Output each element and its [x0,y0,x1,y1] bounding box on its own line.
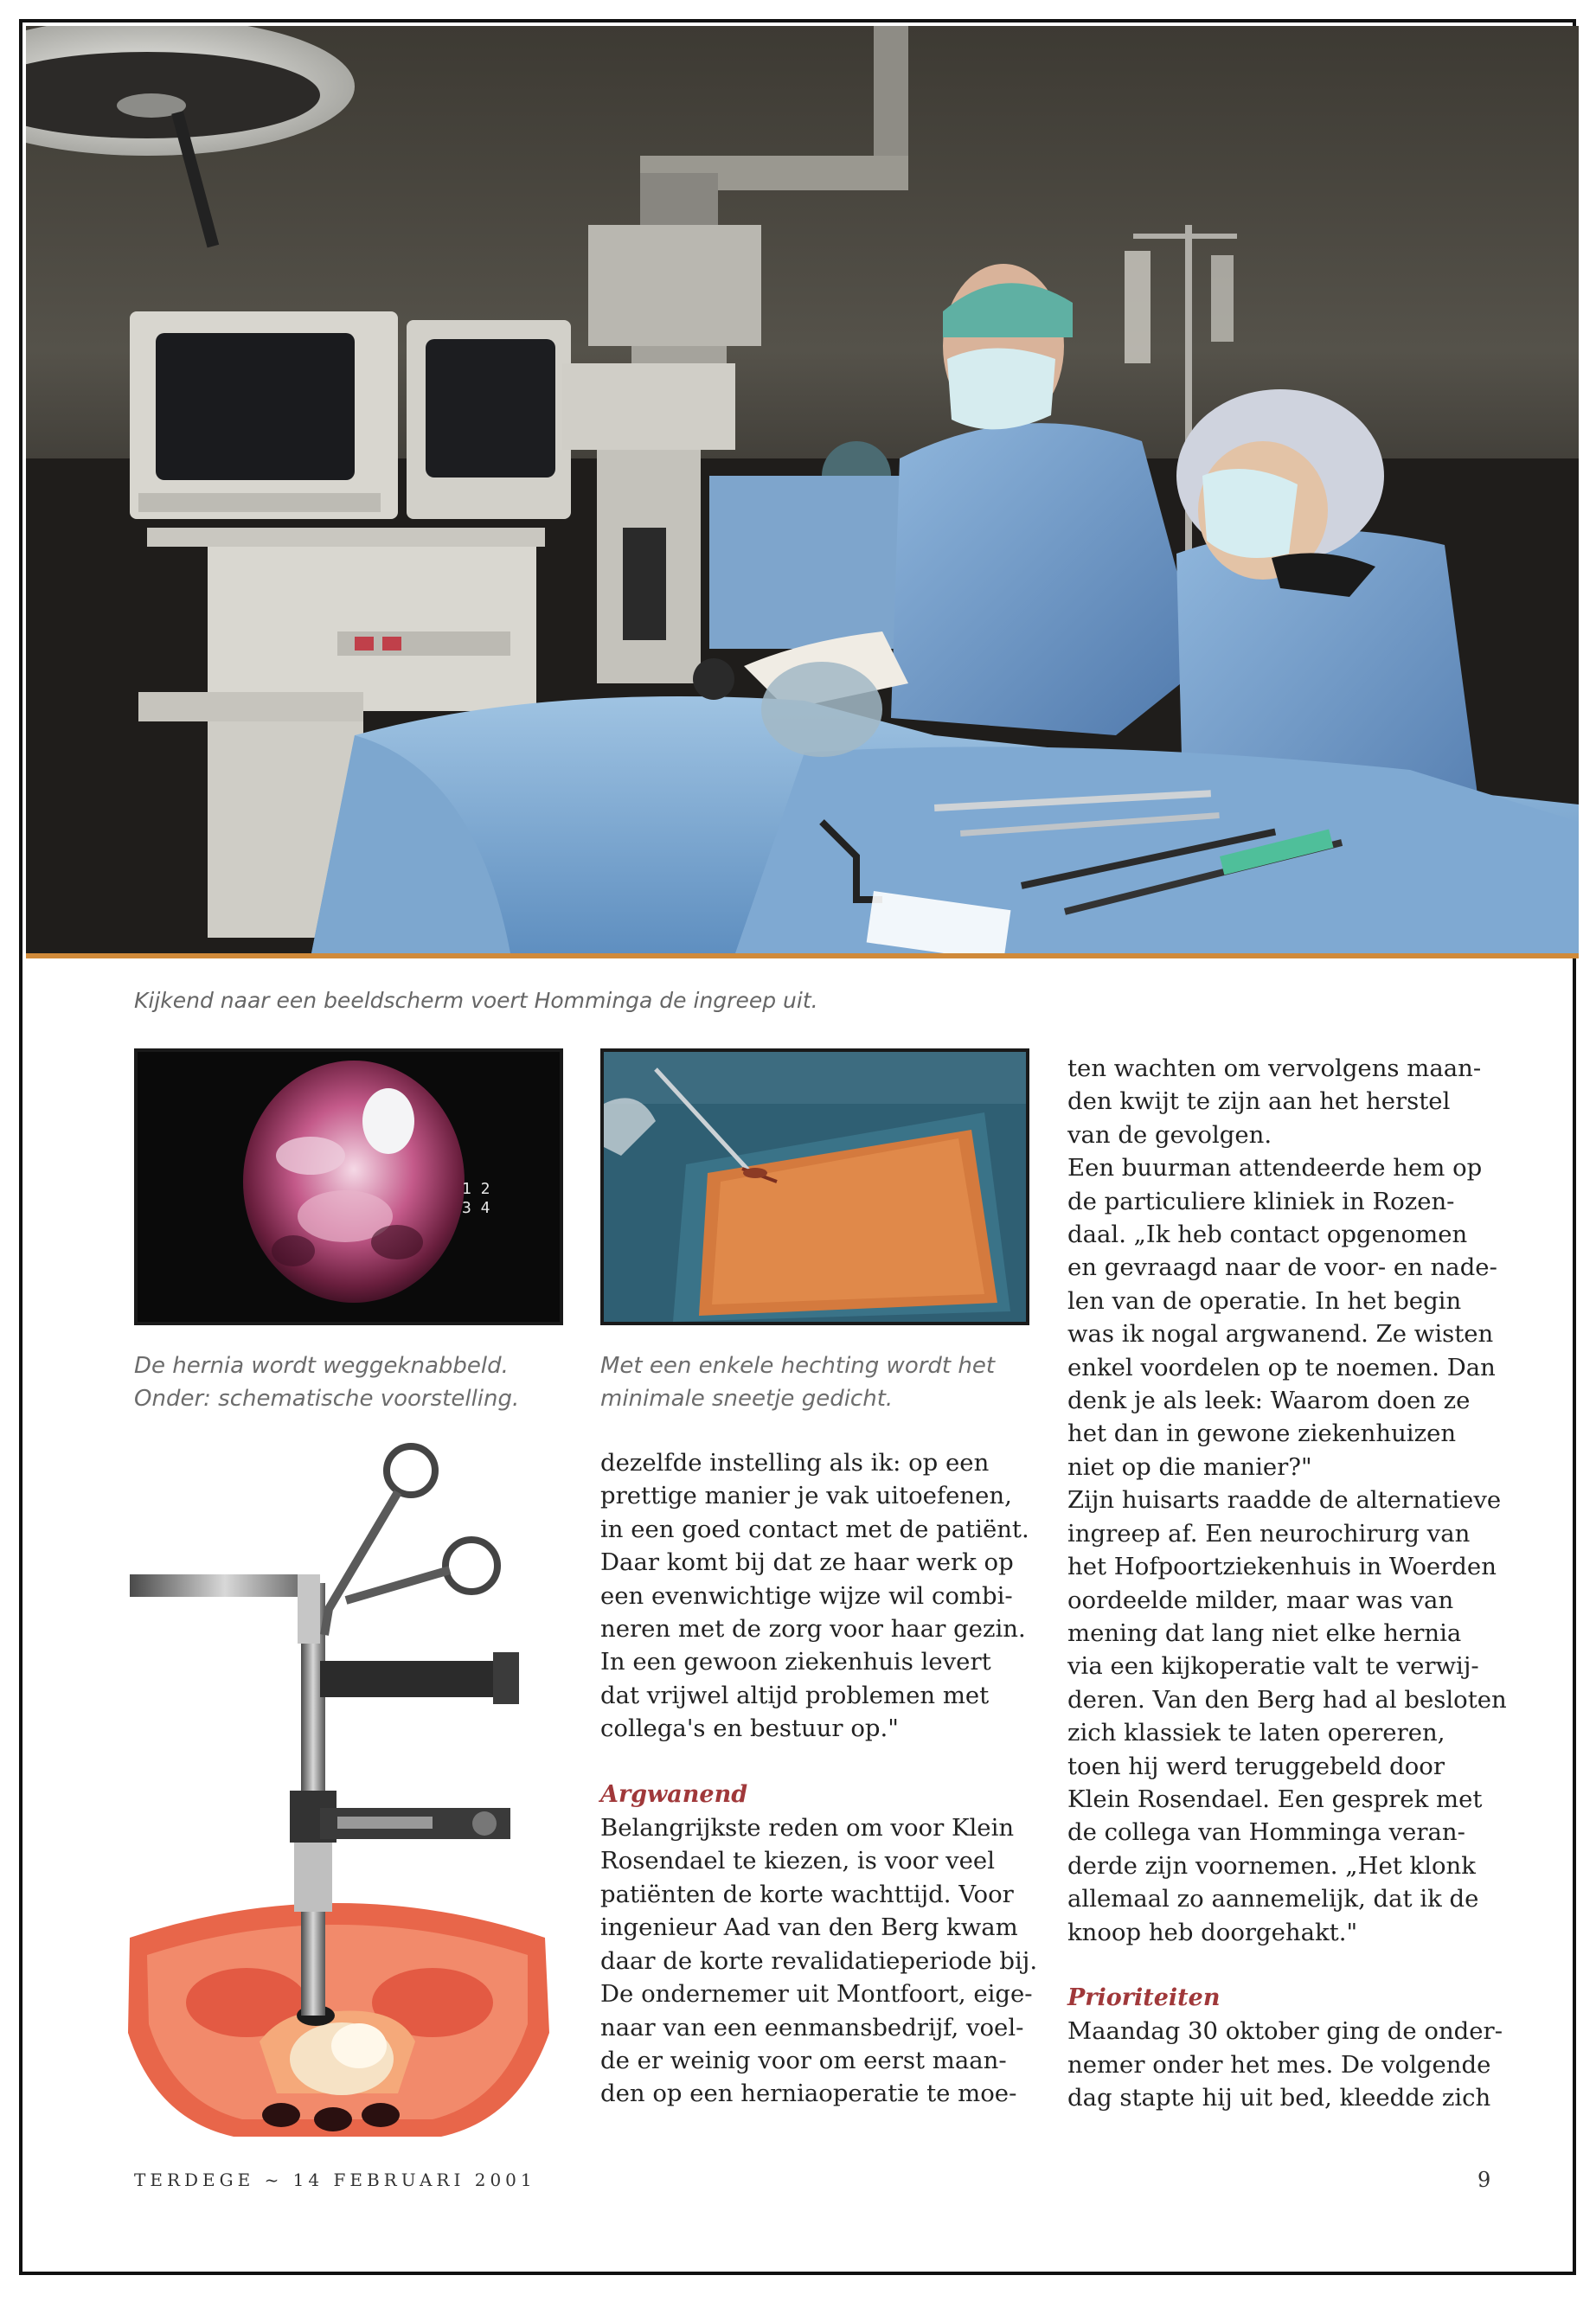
text-line: van de gevolgen. [1067,1120,1272,1149]
text-line: dat vrijwel altijd problemen met [600,1681,990,1709]
overlay-line: 1 2 [462,1180,490,1198]
overlay-line: 3 4 [462,1199,490,1217]
endoscopic-view-image [134,1048,563,1325]
text-line: het dan in gewone ziekenhuizen [1067,1420,1457,1448]
text-line: denk je als leek: Waarom doen ze [1067,1387,1471,1415]
text-line: deren. Van den Berg had al besloten [1067,1685,1507,1714]
text-line: den kwijt te zijn aan het herstel [1067,1087,1451,1116]
section-heading-argwanend: Argwanend [600,1780,748,1808]
text-line: ingreep af. Een neurochirurg van [1067,1519,1471,1548]
text-line: mening dat lang niet elke hernia [1067,1618,1462,1647]
text-line: Belangrijkste reden om voor Klein [600,1814,1015,1843]
text-line: dag stapte hij uit bed, kleedde zich [1067,2084,1491,2112]
endoscopic-caption [134,1349,519,1415]
text-line: zich klassiek te laten opereren, [1067,1719,1445,1747]
text-line: neren met de zorg voor haar gezin. [600,1615,1026,1644]
text-line: daar de korte revalidatieperiode bij. [600,1946,1038,1975]
caption-line: De hernia wordt weggeknabbeld. [134,1353,509,1379]
text-line: Zijn huisarts raadde de alternatieve [1067,1486,1502,1515]
photo-caption: Kijkend naar een beeldscherm voert Homminga de ingreep uit. [134,988,818,1013]
text-line: len van de operatie. In het begin [1067,1286,1462,1315]
text-line: was ik nogal argwanend. Ze wisten [1067,1320,1494,1349]
text-line: prettige manier je vak uitoefenen, [600,1482,1012,1510]
text-line: oordeelde milder, maar was van [1067,1586,1454,1614]
text-line: en gevraagd naar de voor- en nade- [1067,1253,1497,1282]
text-line: Een buurman attendeerde hem op [1067,1154,1483,1183]
text-line: daal. „Ik heb contact opgenomen [1067,1221,1468,1249]
text-line: de er weinig voor om eerst maan- [600,2046,1007,2074]
text-line: allemaal zo aannemelijk, dat ik de [1067,1885,1479,1913]
publication-footer: TERDEGE ~ 14 FEBRUARI 2001 [134,2170,536,2190]
incision-caption [600,1349,995,1415]
text-line: knoop heb doorgehakt." [1067,1918,1358,1946]
incision-closeup-image [600,1048,1029,1325]
caption-line: Onder: schematische voorstelling. [134,1386,520,1412]
article-column-3 [1067,1052,1517,2115]
text-line: patiënten de korte wachttijd. Voor [600,1880,1014,1908]
text-line: enkel voordelen op te noemen. Dan [1067,1353,1496,1381]
text-line: naar van een eenmansbedrijf, voel- [600,2013,1024,2041]
text-line: ten wachten om vervolgens maan- [1067,1054,1482,1082]
page-number: 9 [1477,2168,1491,2192]
section-heading-prioriteiten: Prioriteiten [1067,1984,1221,2011]
text-line: dezelfde instelling als ik: op een [600,1449,990,1477]
text-line: een evenwichtige wijze wil combi- [600,1581,1013,1610]
text-line: den op een herniaoperatie te moe- [600,2080,1017,2108]
operating-room-photo [26,26,1579,958]
text-line: Rosendael te kiezen, is voor veel [600,1847,995,1875]
text-line: nemer onder het mes. De volgende [1067,2050,1491,2079]
caption-line: Met een enkele hechting wordt het [600,1353,996,1379]
text-line: via een kijkoperatie valt te verwij- [1067,1652,1479,1681]
endoscope-overlay-numbers [462,1180,490,1218]
text-line: collega's en bestuur op." [600,1715,899,1743]
text-line: de collega van Homminga veran- [1067,1818,1465,1847]
text-line: ingenieur Aad van den Berg kwam [600,1913,1018,1942]
text-line: Klein Rosendael. Een gesprek met [1067,1785,1483,1813]
text-line: niet op die manier?" [1067,1452,1312,1481]
article-column-2 [600,1446,1038,2111]
text-line: toen hij werd teruggebeld door [1067,1752,1445,1780]
text-line: het Hofpoortziekenhuis in Woerden [1067,1553,1497,1581]
text-line: In een gewoon ziekenhuis levert [600,1648,991,1676]
caption-line: minimale sneetje gedicht. [600,1386,894,1412]
text-line: Maandag 30 oktober ging de onder- [1067,2017,1503,2046]
schematic-diagram [112,1436,562,2154]
text-line: De ondernemer uit Montfoort, eige- [600,1980,1033,2009]
text-line: Daar komt bij dat ze haar werk op [600,1548,1014,1577]
text-line: in een goed contact met de patiënt. [600,1515,1029,1543]
text-line: de particuliere kliniek in Rozen- [1067,1187,1455,1215]
text-line: derde zijn voornemen. „Het klonk [1067,1851,1476,1880]
